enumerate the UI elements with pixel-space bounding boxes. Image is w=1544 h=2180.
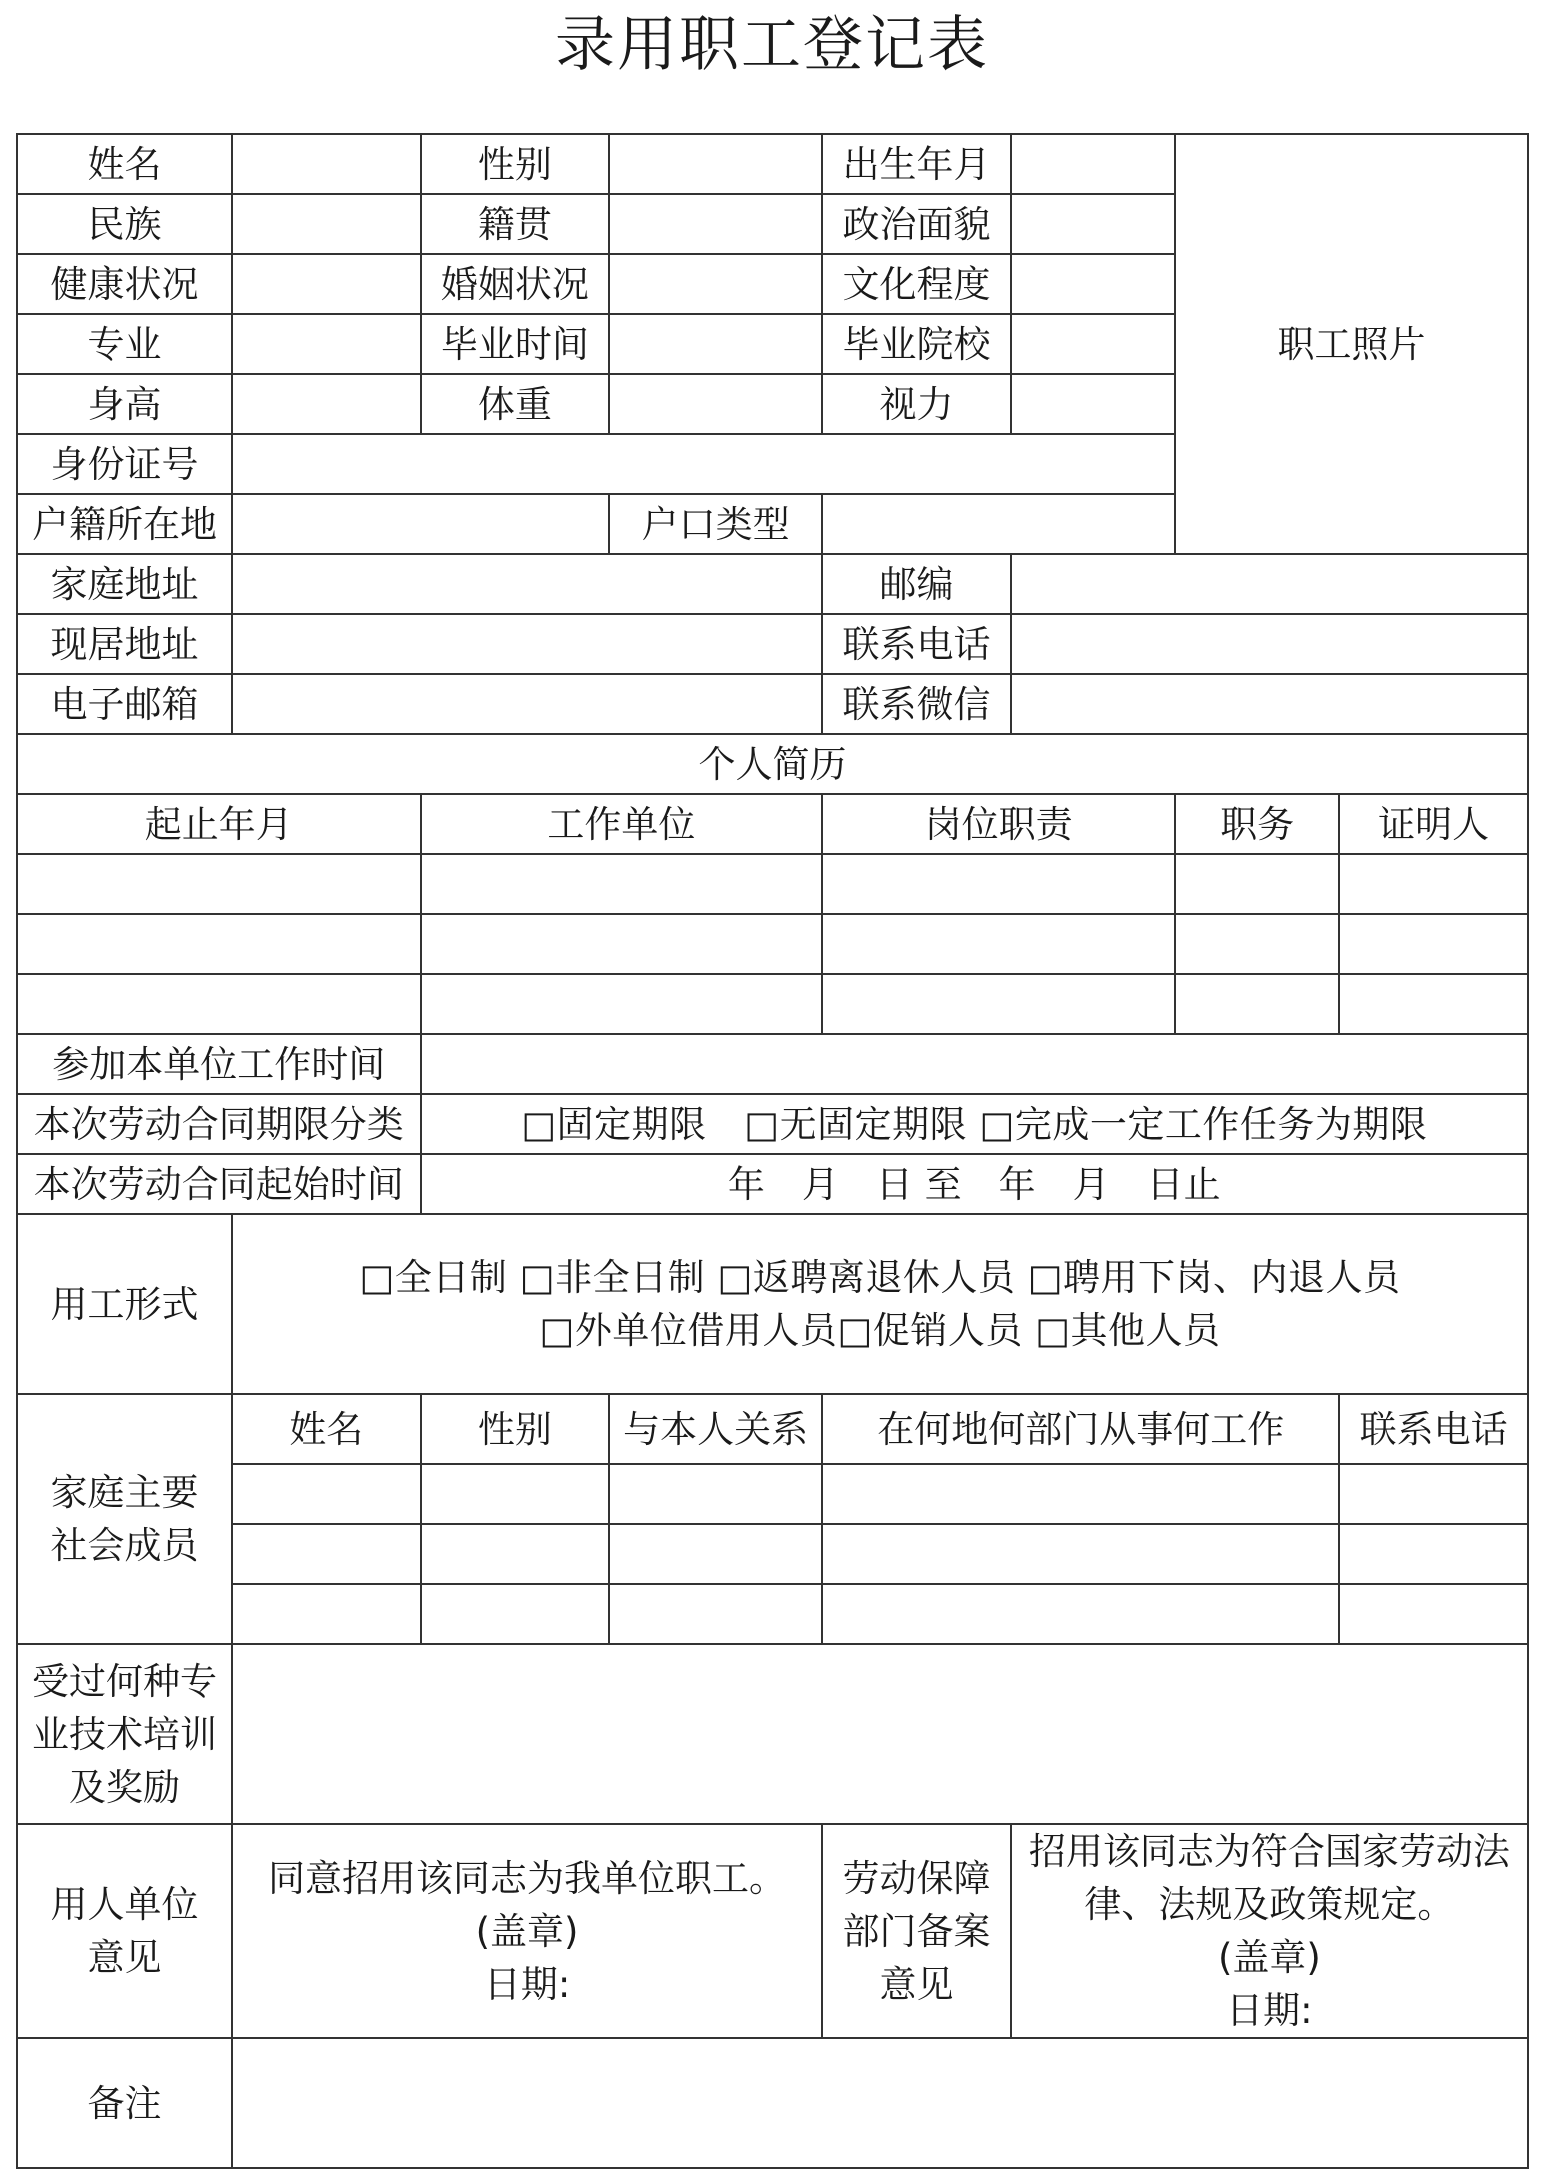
grad-time-label: 毕业时间 [421,314,610,374]
resume-header-period: 起止年月 [17,794,421,854]
gender-label: 性别 [421,134,610,194]
email-field[interactable] [232,674,822,734]
employer-date-text: 日期: [483,1962,571,2006]
education-label: 文化程度 [822,254,1011,314]
training-label [17,1644,232,1824]
table-row [17,854,1528,914]
vision-label: 视力 [822,374,1011,434]
name-label: 姓名 [17,134,232,194]
start-time-label: 本次劳动合同起始时间 [17,1154,421,1214]
family-cell[interactable] [1339,1464,1528,1524]
wechat-label: 联系微信 [822,674,1011,734]
labor-date-text: 日期: [1226,1989,1313,2032]
family-cell[interactable] [232,1584,421,1644]
training-label-line2: 业技术培训 [31,1712,217,1756]
resume-cell[interactable] [822,974,1175,1034]
photo-area[interactable]: 职工照片 [1175,134,1528,554]
height-field[interactable] [232,374,421,434]
resume-cell[interactable] [1339,974,1528,1034]
home-address-field[interactable] [232,554,822,614]
resume-cell[interactable] [1175,914,1339,974]
household-type-label: 户口类型 [609,494,822,554]
name-field[interactable] [232,134,421,194]
employer-seal-text: (盖章) [475,1909,579,1953]
term-type-label: 本次劳动合同期限分类 [17,1094,421,1154]
resume-cell[interactable] [421,914,823,974]
labor-opinion-text-line2: 律、法规及政策规定。 [1084,1883,1455,1926]
registration-form-table [16,133,1529,2169]
labor-dept-opinion-label [822,1824,1011,2038]
resume-header-duties: 岗位职责 [822,794,1175,854]
weight-field[interactable] [609,374,822,434]
ethnicity-field[interactable] [232,194,421,254]
family-cell[interactable] [421,1464,610,1524]
weight-label: 体重 [421,374,610,434]
native-place-field[interactable] [609,194,822,254]
start-time-field[interactable]: 年 月 日 至 年 月 日止 [421,1154,1528,1214]
resume-cell[interactable] [1175,974,1339,1034]
native-place-label: 籍贯 [421,194,610,254]
resume-cell[interactable] [17,854,421,914]
employment-options-line1[interactable]: □全日制 □非全日制 □返聘离退休人员 □聘用下岗、内退人员 [359,1256,1401,1299]
school-label: 毕业院校 [822,314,1011,374]
phone-label: 联系电话 [822,614,1011,674]
family-cell[interactable] [609,1464,822,1524]
employer-opinion-label [17,1824,232,2038]
family-members-label [17,1394,232,1644]
resume-cell[interactable] [17,974,421,1034]
major-label: 专业 [17,314,232,374]
family-header-relation: 与本人关系 [609,1394,822,1464]
resume-cell[interactable] [17,914,421,974]
family-cell[interactable] [1339,1584,1528,1644]
family-label-line1: 家庭主要 [50,1471,199,1514]
family-cell[interactable] [421,1524,610,1584]
family-cell[interactable] [822,1464,1339,1524]
household-location-field[interactable] [232,494,609,554]
training-label-line3: 及奖励 [68,1765,180,1809]
family-cell[interactable] [1339,1524,1528,1584]
family-cell[interactable] [232,1464,421,1524]
resume-cell[interactable] [421,974,823,1034]
family-cell[interactable] [232,1524,421,1584]
gender-field[interactable] [609,134,822,194]
resume-cell[interactable] [1339,854,1528,914]
labor-label-line3: 意见 [879,1962,954,2006]
resume-cell[interactable] [1339,914,1528,974]
table-row [17,914,1528,974]
postcode-label: 邮编 [822,554,1011,614]
major-field[interactable] [232,314,421,374]
employer-opinion-text: 同意招用该同志为我单位职工。 [268,1856,787,1900]
labor-opinion-text-line1: 招用该同志为符合国家劳动法 [1028,1830,1510,1873]
training-field[interactable] [232,1644,1528,1824]
employment-options-line2[interactable]: □外单位借用人员□促销人员 □其他人员 [539,1309,1221,1352]
table-row [17,1584,1528,1644]
birth-field[interactable] [1011,134,1175,194]
family-label-line2: 社会成员 [50,1524,199,1567]
resume-cell[interactable] [1175,854,1339,914]
birth-label: 出生年月 [822,134,1011,194]
form-title: 录用职工登记表 [555,10,989,80]
current-address-field[interactable] [232,614,822,674]
resume-header-employer: 工作单位 [421,794,823,854]
family-cell[interactable] [421,1584,610,1644]
employment-form-label: 用工形式 [17,1214,232,1394]
home-address-label: 家庭地址 [17,554,232,614]
labor-dept-opinion-field[interactable] [1011,1824,1528,2038]
marital-label: 婚姻状况 [421,254,610,314]
employer-opinion-field[interactable] [232,1824,822,2038]
health-label: 健康状况 [17,254,232,314]
education-field[interactable] [1011,254,1175,314]
family-cell[interactable] [822,1584,1339,1644]
id-number-field[interactable] [232,434,1175,494]
resume-cell[interactable] [822,854,1175,914]
employer-label-line1: 用人单位 [50,1883,199,1926]
join-time-field[interactable] [421,1034,1528,1094]
school-field[interactable] [1011,314,1175,374]
marital-field[interactable] [609,254,822,314]
political-status-field[interactable] [1011,194,1175,254]
training-label-line1: 受过何种专 [31,1659,217,1703]
table-row [17,1464,1528,1524]
family-header-phone: 联系电话 [1339,1394,1528,1464]
table-row [17,974,1528,1034]
current-address-label: 现居地址 [17,614,232,674]
labor-label-line2: 部门备案 [842,1909,991,1953]
height-label: 身高 [17,374,232,434]
political-status-label: 政治面貌 [822,194,1011,254]
family-cell[interactable] [609,1524,822,1584]
email-label: 电子邮箱 [17,674,232,734]
postcode-field[interactable] [1011,554,1528,614]
term-type-options[interactable]: □固定期限 □无固定期限 □完成一定工作任务为期限 [421,1094,1528,1154]
household-location-label: 户籍所在地 [17,494,232,554]
remarks-label: 备注 [17,2038,232,2168]
join-time-label: 参加本单位工作时间 [17,1034,421,1094]
employer-label-line2: 意见 [87,1936,162,1979]
wechat-field[interactable] [1011,674,1528,734]
family-cell[interactable] [822,1524,1339,1584]
table-row [17,1524,1528,1584]
remarks-field[interactable] [232,2038,1528,2168]
phone-field[interactable] [1011,614,1528,674]
employment-form-options[interactable] [232,1214,1528,1394]
id-number-label: 身份证号 [17,434,232,494]
family-header-work: 在何地何部门从事何工作 [822,1394,1339,1464]
resume-cell[interactable] [421,854,823,914]
family-header-name: 姓名 [232,1394,421,1464]
resume-header-position: 职务 [1175,794,1339,854]
resume-cell[interactable] [822,914,1175,974]
grad-time-field[interactable] [609,314,822,374]
labor-label-line1: 劳动保障 [842,1856,991,1900]
labor-seal-text: (盖章) [1217,1936,1321,1979]
ethnicity-label: 民族 [17,194,232,254]
resume-title: 个人简历 [17,734,1528,794]
resume-header-reference: 证明人 [1339,794,1528,854]
household-type-field[interactable] [822,494,1175,554]
health-field[interactable] [232,254,421,314]
family-header-gender: 性别 [421,1394,610,1464]
family-cell[interactable] [609,1584,822,1644]
vision-field[interactable] [1011,374,1175,434]
